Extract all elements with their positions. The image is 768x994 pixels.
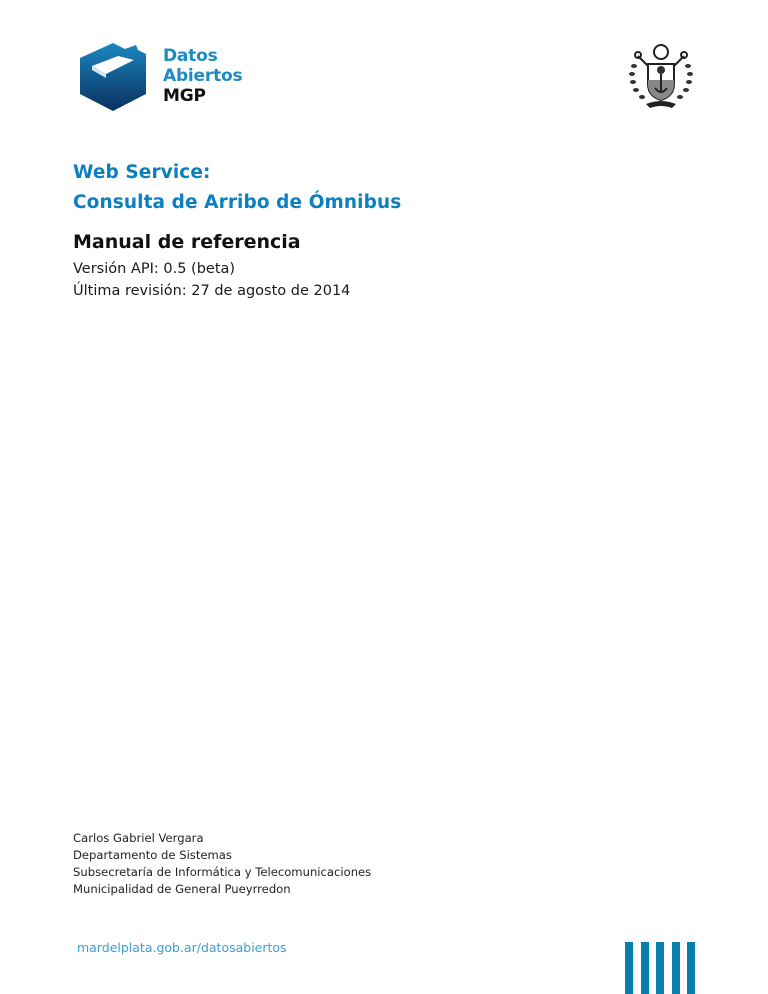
stripe-bar [625,942,633,994]
stripes-icon [625,942,695,994]
document-title [73,158,401,218]
logo-line-datos: Datos [163,46,218,66]
document-meta [73,258,350,302]
title-line-2: Consulta de Arribo de Ómnibus [73,192,402,213]
stripe-bar [672,942,680,994]
author-department: Departamento de Sistemas [73,848,232,862]
api-version: Versión API: 0.5 (beta) [73,261,236,277]
ballot-box-cube-icon [78,40,148,112]
datos-abiertos-logo [78,40,278,115]
logo-wordmark [163,46,242,106]
stripe-bar [656,942,664,994]
municipal-coat-of-arms-icon [626,40,696,112]
stripe-bar [641,942,649,994]
document-subtitle: Manual de referencia [73,231,301,253]
author-municipality: Municipalidad de General Pueyrredon [73,882,291,896]
last-revision: Última revisión: 27 de agosto de 2014 [73,283,351,299]
author-block [73,830,371,898]
logo-line-abiertos: Abiertos [163,66,243,86]
stripe-bar [687,942,695,994]
title-line-1: Web Service: [73,162,211,183]
author-subsecretariat: Subsecretaría de Informática y Telecomunicaciones [73,865,372,879]
site-link[interactable]: mardelplata.gob.ar/datosabiertos [77,940,287,955]
logo-line-mgp: MGP [163,86,206,106]
author-name: Carlos Gabriel Vergara [73,831,204,845]
